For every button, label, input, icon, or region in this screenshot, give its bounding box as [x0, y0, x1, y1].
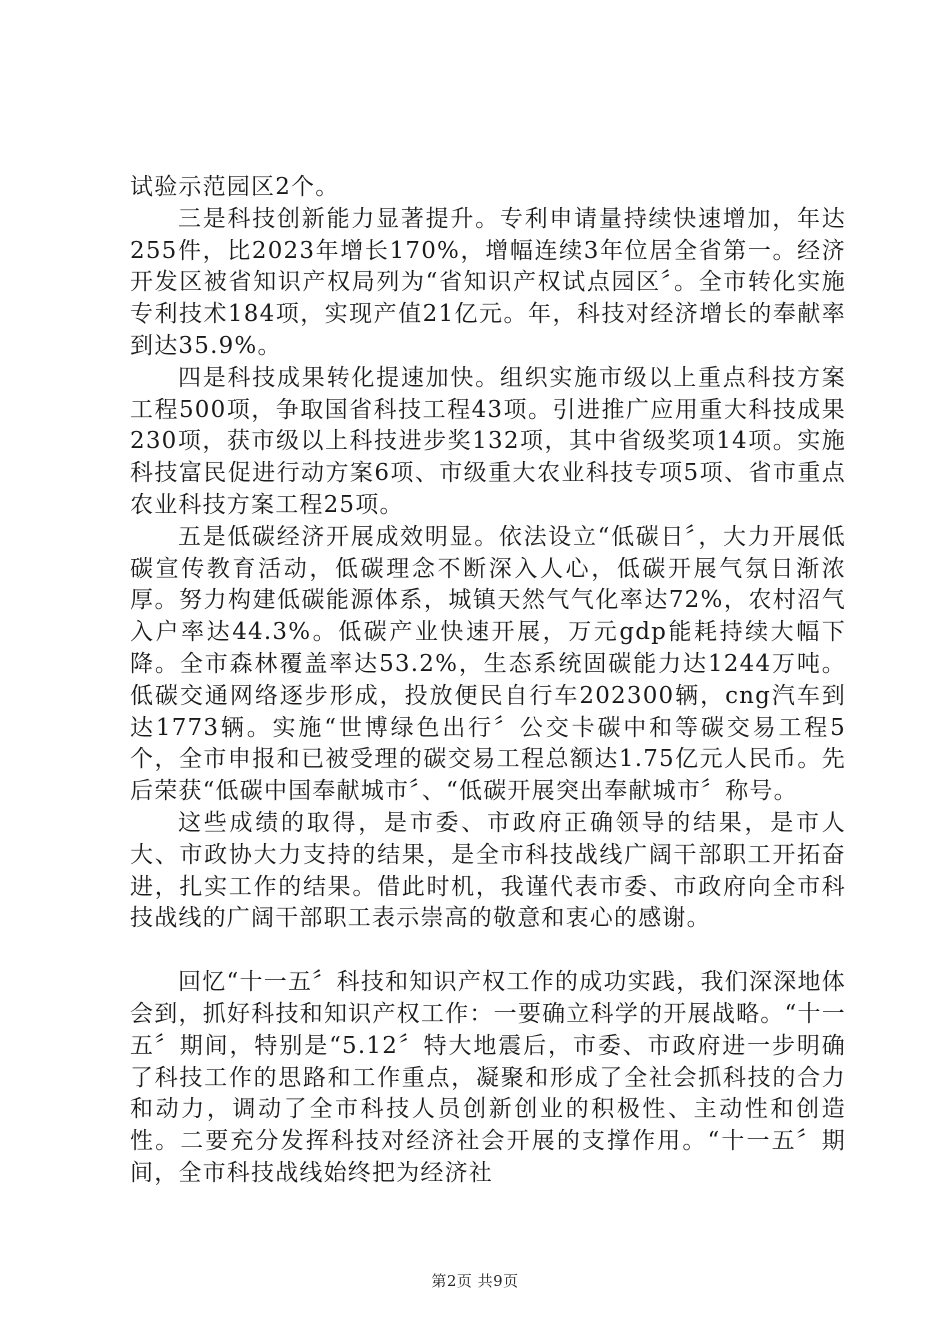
paragraph-achievement-transfer: 四是科技成果转化提速加快。组织实施市级以上重点科技方案工程500项，争取国省科技工程43项。引进推广应用重大科技成果230项，获市级以上科技进步奖132项，其中省级奖项14项。实施科技富民促进行动方案6项、市级重大农业科技专项5项、省市重点农业科技方案工程25项。: [130, 364, 846, 518]
paragraph-continuation: 试验示范园区2个。: [130, 174, 340, 200]
document-body: [130, 172, 846, 1190]
page-number-footer: 第2页 共9页: [431, 1272, 519, 1290]
paragraph-low-carbon-economy: 五是低碳经济开展成效明显。依法设立“低碳日〞，大力开展低碳宣传教育活动，低碳理念不断深入人心，低碳开展气氛日渐浓厚。努力构建低碳能源体系，城镇天然气气化率达72%，农村沼气入户率达44.3%。低碳产业快速开展，万元gdp能耗持续大幅下降。全市森林覆盖率达53.2%，生态系统固碳能力达1244万吨。低碳交通网络逐步形成，投放便民自行车202300辆，cng汽车到达1773辆。实施“世博绿色出行〞公交卡碳中和等碳交易工程5个，全市申报和已被受理的碳交易工程总额达1.75亿元人民币。先后荣获“低碳中国奉献城市〞、“低碳开展突出奉献城市〞称号。: [130, 523, 846, 805]
paragraph-retrospective: 回忆“十一五〞科技和知识产权工作的成功实践，我们深深地体会到，抓好科技和知识产权工作：一要确立科学的开展战略。“十一五〞期间，特别是“5.12〞特大地震后，市委、市政府进一步明确了科技工作的思路和工作重点，凝聚和形成了全社会抓科技的合力和动力，调动了全市科技人员创新创业的积极性、主动性和创造性。二要充分发挥科技对经济社会开展的支撑作用。“十一五〞期间，全市科技战线始终把为经济社: [130, 969, 846, 1186]
paragraph-acknowledgement: 这些成绩的取得，是市委、市政府正确领导的结果，是市人大、市政协大力支持的结果，是全市科技战线广阔干部职工开拓奋进，扎实工作的结果。借此时机，我谨代表市委、市政府向全市科技战线的广阔干部职工表示崇高的敬意和衷心的感谢。: [130, 809, 846, 932]
paragraph-gap: [130, 935, 846, 967]
paragraph-innovation-capability: 三是科技创新能力显著提升。专利申请量持续快速增加，年达255件，比2023年增长170%，增幅连续3年位居全省第一。经济开发区被省知识产权局列为“省知识产权试点园区〞。全市转化实施专利技术184项，实现产值21亿元。年，科技对经济增长的奉献率到达35.9%。: [130, 205, 846, 359]
